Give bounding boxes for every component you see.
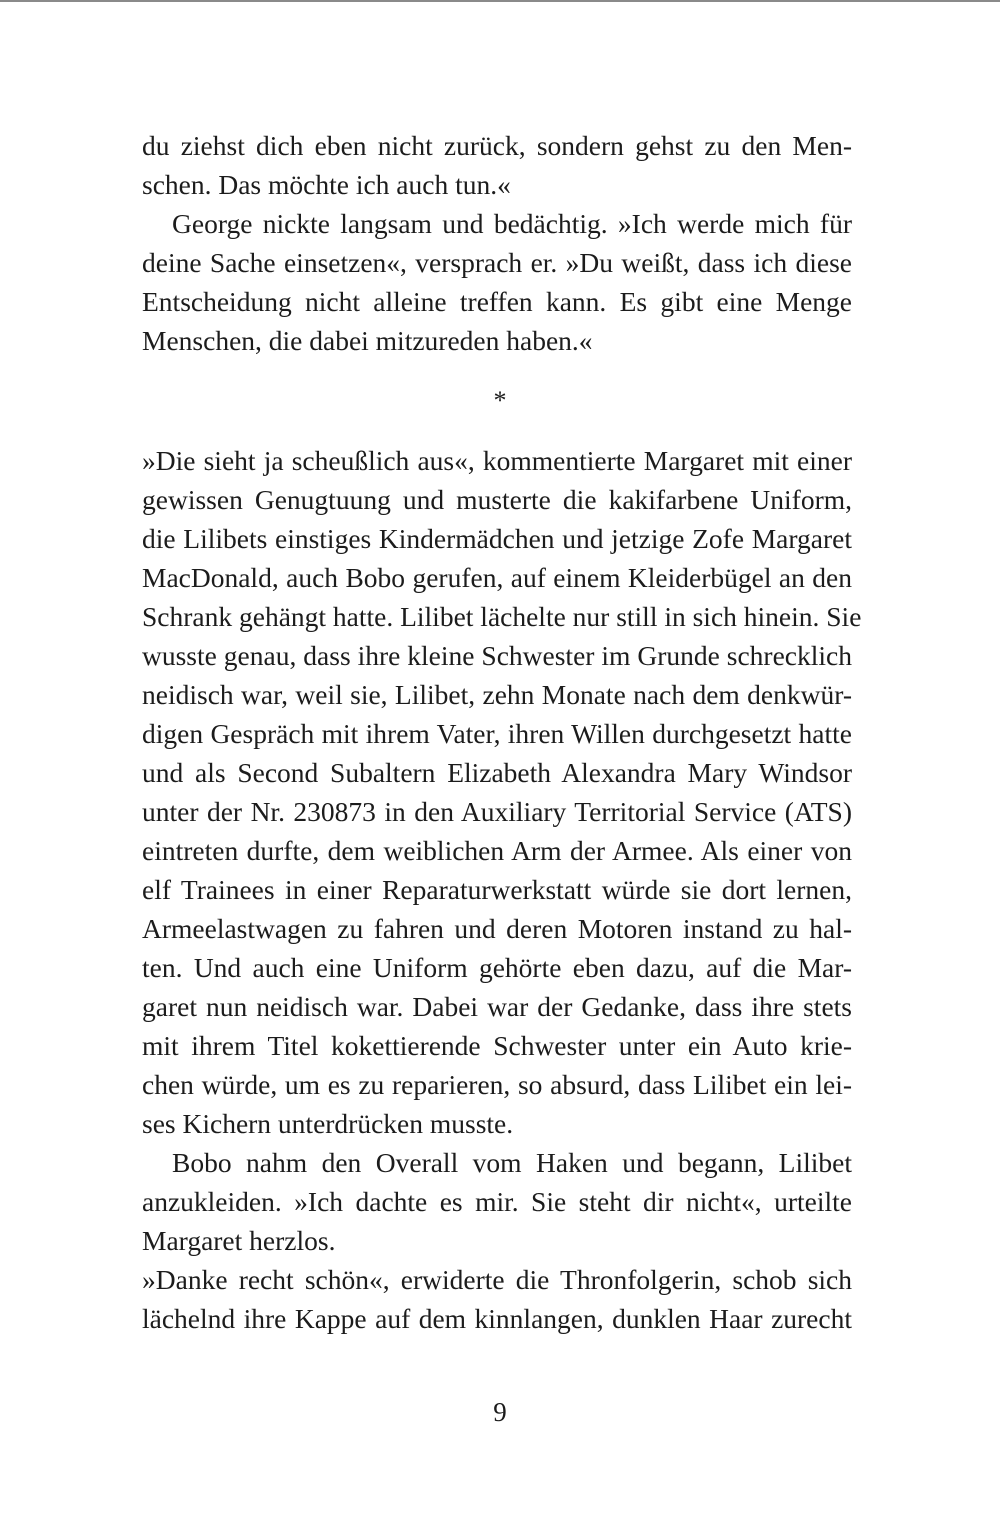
section-separator-asterisk: * [493,386,507,415]
text-line: chen würde, um es zu reparieren, so absurd, dass Lilibet ein lei- [142,1069,852,1100]
text-line: »Die sieht ja scheußlich aus«, kommentierte Margaret mit einer [142,445,852,476]
text-line: wusste genau, dass ihre kleine Schwester im Grunde schrecklich [142,640,852,671]
text-line: Armeelastwagen zu fahren und deren Motoren instand zu hal- [142,913,852,944]
text-line: George nickte langsam und bedächtig. »Ich werde mich für [172,208,852,239]
text-line: deine Sache einsetzen«, versprach er. »Du weißt, dass ich diese [142,247,852,278]
text-line: lächelnd ihre Kappe auf dem kinnlangen, dunklen Haar zurecht [142,1303,852,1334]
text-line: schen. Das möchte ich auch tun.« [142,169,511,200]
text-line: die Lilibets einstiges Kindermädchen und jetzige Zofe Margaret [142,523,852,554]
text-line: »Danke recht schön«, erwiderte die Thronfolgerin, schob sich [142,1264,852,1295]
text-line: und als Second Subaltern Elizabeth Alexandra Mary Windsor [142,757,852,788]
text-line: anzukleiden. »Ich dachte es mir. Sie steht dir nicht«, urteilte [142,1186,852,1217]
text-line: du ziehst dich eben nicht zurück, sondern gehst zu den Men- [142,130,852,161]
text-line: Schrank gehängt hatte. Lilibet lächelte nur still in sich hinein. Sie [142,601,862,632]
text-line: Margaret herzlos. [142,1225,336,1256]
text-line: ses Kichern unterdrücken musste. [142,1108,514,1139]
page-number: 9 [493,1397,507,1427]
text-block-dialogue [142,126,852,360]
text-line: neidisch war, weil sie, Lilibet, zehn Monate nach dem denkwür- [142,679,852,710]
text-line: ten. Und auch eine Uniform gehörte eben dazu, auf die Mar- [142,952,852,983]
text-line: garet nun neidisch war. Dabei war der Gedanke, dass ihre stets [142,991,852,1022]
text-line: Menschen, die dabei mitzureden haben.« [142,325,593,356]
text-block-uniform-scene [142,441,862,1338]
text-line: MacDonald, auch Bobo gerufen, auf einem Kleiderbügel an den [142,562,852,593]
text-line: eintreten durfte, dem weiblichen Arm der Armee. Als einer von [142,835,852,866]
text-line: elf Trainees in einer Reparaturwerkstatt würde sie dort lernen, [142,874,852,905]
text-line: gewissen Genugtuung und musterte die kakifarbene Uniform, [142,484,852,515]
text-line: Entscheidung nicht alleine treffen kann. Es gibt eine Menge [142,286,852,317]
text-line: Bobo nahm den Overall vom Haken und begann, Lilibet [172,1147,852,1178]
top-border-rule [0,0,1000,2]
text-line: mit ihrem Titel kokettierende Schwester unter ein Auto krie- [142,1030,852,1061]
text-line: unter der Nr. 230873 in den Auxiliary Territorial Service (ATS) [142,796,852,827]
text-line: digen Gespräch mit ihrem Vater, ihren Willen durchgesetzt hatte [142,718,852,749]
